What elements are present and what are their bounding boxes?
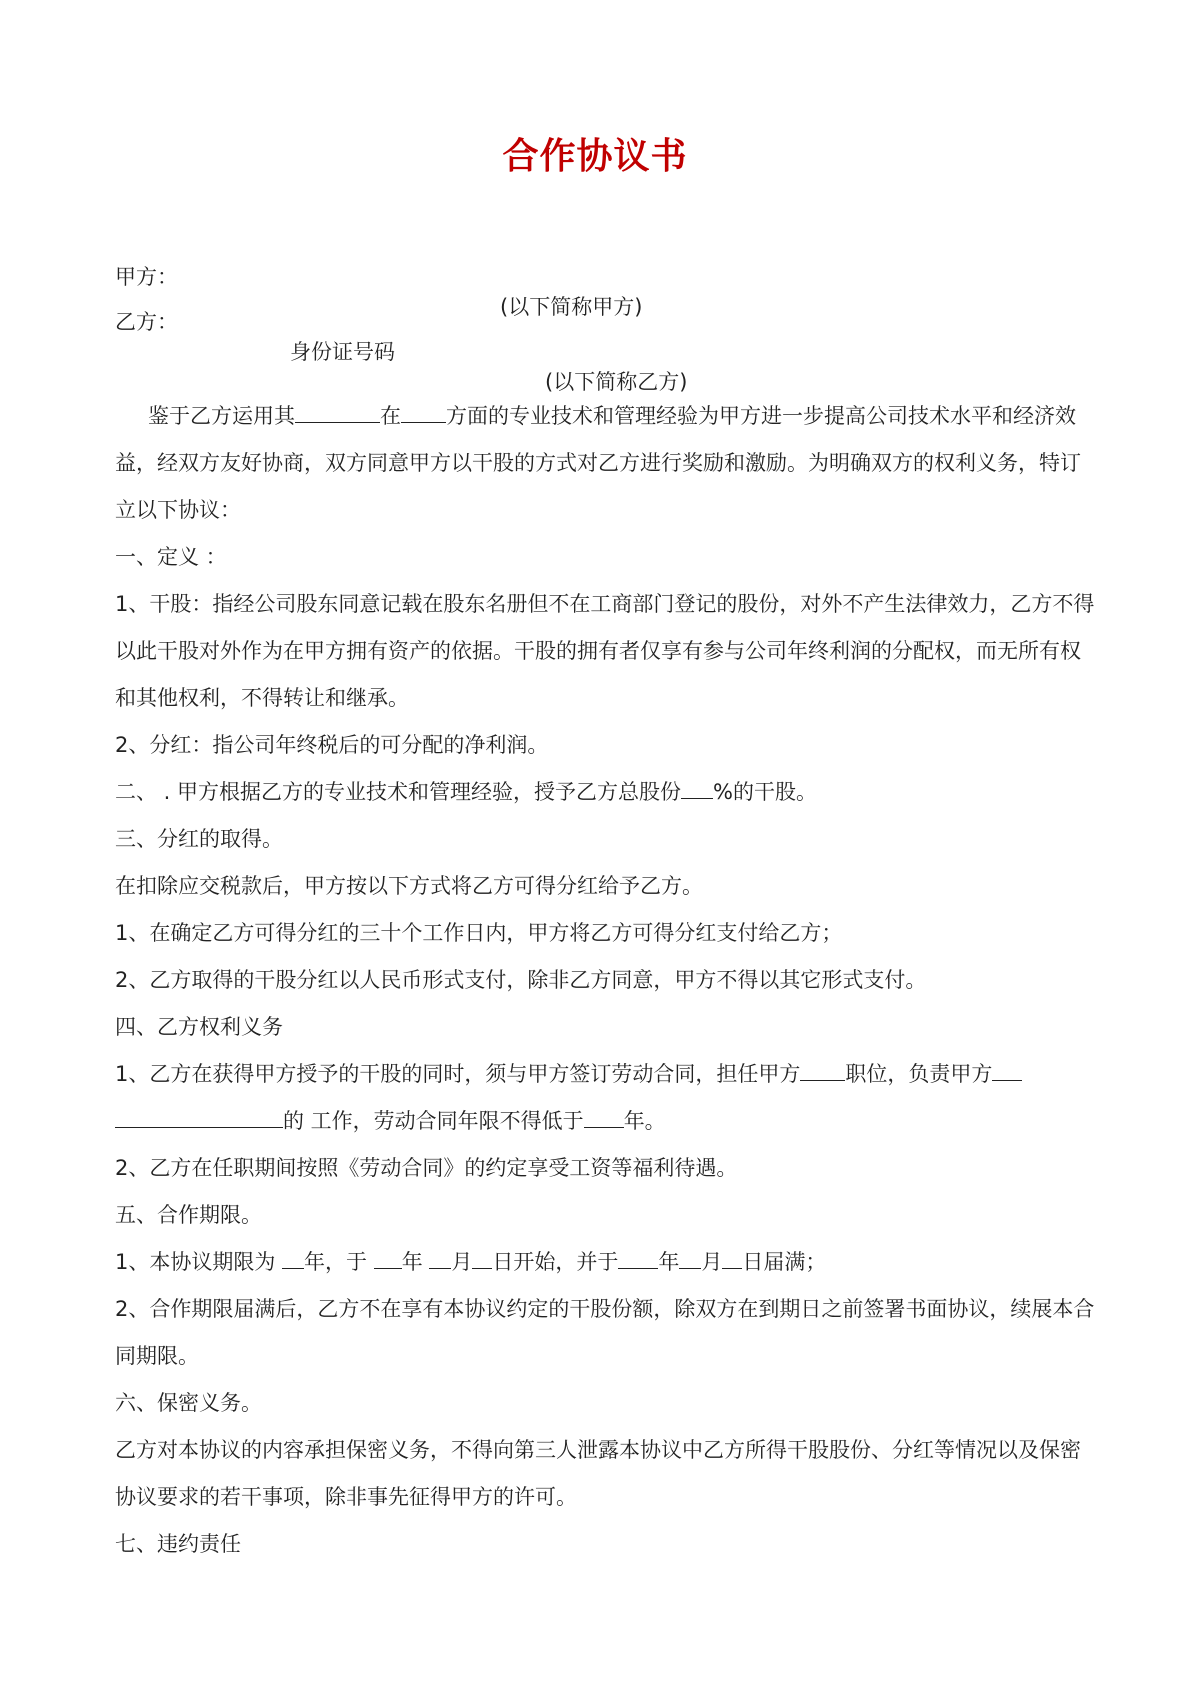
section-3-item-1: 1、在确定乙方可得分红的三十个工作日内，甲方将乙方可得分红支付给乙方； xyxy=(115,921,843,945)
blank-field[interactable] xyxy=(429,1244,451,1269)
blank-field[interactable] xyxy=(374,1244,402,1269)
section-3-item-2: 2、乙方取得的干股分红以人民币形式支付，除非乙方同意，甲方不得以其它形式支付。 xyxy=(115,968,927,992)
section-3-heading: 三、分红的取得。 xyxy=(115,827,283,851)
section-5-item-1: 1、本协议期限为 年，于 年 月 日开始，并于 年 月 日届满； xyxy=(115,1239,1095,1286)
section-6-heading: 六、保密义务。 xyxy=(115,1391,262,1415)
party-b-id-label: 身份证号码 xyxy=(290,340,395,364)
blank-field[interactable] xyxy=(282,1244,304,1269)
blank-field[interactable] xyxy=(115,1103,283,1128)
blank-field[interactable] xyxy=(618,1244,658,1269)
agreement-body xyxy=(115,393,1095,1568)
section-4-item-1: 1、乙方在获得甲方授予的干股的同时，须与甲方签订劳动合同，担任甲方 职位，负责甲方的 工作，劳动合同年限不得低于 年。 xyxy=(115,1051,1095,1145)
section-7-heading: 七、违约责任 xyxy=(115,1532,241,1556)
party-b-label: 乙方： xyxy=(115,310,178,334)
section-6-text: 乙方对本协议的内容承担保密义务，不得向第三人泄露本协议中乙方所得干股股份、分红等情况以及保密协议要求的若干事项，除非事先征得甲方的许可。 xyxy=(115,1438,1081,1509)
blank-field[interactable] xyxy=(992,1056,1022,1081)
party-a-label: 甲方： xyxy=(115,265,178,289)
intro-paragraph: 鉴于乙方运用其 在 方面的专业技术和管理经验为甲方进一步提高公司技术水平和经济效益，经双方友好协商，双方同意甲方以干股的方式对乙方进行奖励和激励。为明确双方的权利义务，特订立以下协议： xyxy=(115,393,1095,534)
section-1-item-1: 1、干股：指经公司股东同意记载在股东名册但不在工商部门登记的股份，对外不产生法律效力，乙方不得以此干股对外作为在甲方拥有资产的依据。干股的拥有者仅享有参与公司年终利润的分配权，而无所有权和其他权利，不得转让和继承。 xyxy=(115,592,1095,710)
blank-field[interactable] xyxy=(401,398,446,423)
blank-field[interactable] xyxy=(679,1244,701,1269)
section-1-item-2: 2、分红：指公司年终税后的可分配的净利润。 xyxy=(115,733,549,757)
section-1-heading: 一、定义 ： xyxy=(115,545,227,569)
section-4-heading: 四、乙方权利义务 xyxy=(115,1015,283,1039)
blank-field[interactable] xyxy=(584,1103,624,1128)
party-a-note: (以下简称甲方) xyxy=(500,295,643,319)
blank-field[interactable] xyxy=(800,1056,845,1081)
party-b-note: (以下简称乙方) xyxy=(545,370,688,394)
section-5-heading: 五、合作期限。 xyxy=(115,1203,262,1227)
blank-field[interactable] xyxy=(681,774,713,799)
section-4-item-2: 2、乙方在任职期间按照《劳动合同》的约定享受工资等福利待遇。 xyxy=(115,1156,738,1180)
section-3-intro: 在扣除应交税款后，甲方按以下方式将乙方可得分红给予乙方。 xyxy=(115,874,703,898)
blank-field[interactable] xyxy=(295,398,380,423)
section-2: 二、 . 甲方根据乙方的专业技术和管理经验，授予乙方总股份 %的干股。 xyxy=(115,769,1095,816)
document-title: 合作协议书 xyxy=(502,136,688,177)
section-5-item-2: 2、合作期限届满后，乙方不在享有本协议约定的干股份额，除双方在到期日之前签署书面协议，续展本合同期限。 xyxy=(115,1297,1095,1368)
blank-field[interactable] xyxy=(722,1244,742,1269)
blank-field[interactable] xyxy=(472,1244,492,1269)
